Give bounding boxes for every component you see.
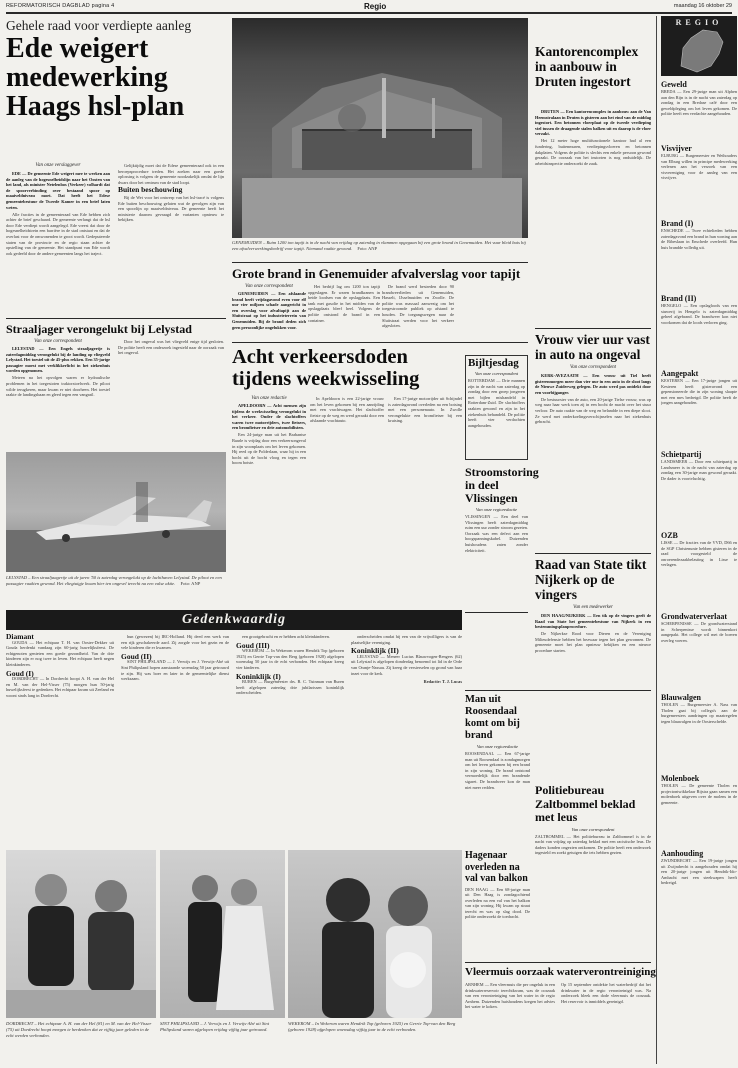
regio-item-text: LANDSMEER — Door een schietpartij in Landsmeer is in de nacht van zaterdag op zondag een 30-jarige man gewond geraakt. De dader is voortvluchtig.	[661, 459, 737, 481]
lelystad-col1	[6, 346, 110, 450]
regio-item	[661, 219, 737, 286]
regio-item-text: ELBURG — Burgemeester en Wethouders van Elburg willen in principe medewerking verlenen aan het verzoek van een visvereniging voor de aanleg van een visvijver.	[661, 153, 737, 181]
regio-item	[661, 849, 737, 916]
regio-item-title: Brand (I)	[661, 219, 694, 228]
genemuiden-intro: GENEMUIDEN — Een afslaande brand heeft vrijdagavond even voor elf uur vier miljoen schade aangericht in een overslag voor afvaltapijt aan de Sluitstraat op het industrieterrein van Genemuiden. Bij de brand deden zich geen persoonlijke ongelukken voor.	[232, 291, 306, 330]
regio-item	[661, 774, 737, 841]
genemuiden-body2: Het bedrijf lag om 1200 ton tapijt opgeslagen. Er waren brandkranen in beide loodsen van de opslagplaats. Een tank met gasolie in het midden van de opslagplaats bleef heel. Volgens de politie ontstond de brand in een container.	[308, 284, 380, 323]
gedenk-col3-body: een grootgebracht en er hebben acht kleinkinderen.	[242, 634, 330, 639]
roosendaal-body: ROOSENDAAL — Een 67-jarige man uit Roosendaal is zondagmorgen om het leven gekomen bij een brand in zijn woning. De brand ontstond vermoedelijk door een brandende sigaret. De brandweer kon de man niet meer redden.	[465, 751, 530, 790]
gedenk-col3-title2: Koninklijk (I)	[236, 671, 281, 681]
regio-item-title: Aangepakt	[661, 369, 699, 378]
vrouw-intro: KERK-AVEZAATH — Een vrouw uit Tiel heeft gisterenmorgen meer dan vier uur in een auto in de sloot langs de Nieuwe Zuiderweg gelegen. De auto werd pas ontdekt door een voorbijganger.	[535, 373, 651, 395]
lead-body-col1	[6, 171, 110, 316]
regio-item-text: LISSE — De fracties van de VVD, D66 en de SGP Christenunie hebben gisteren in de raad voorgesteld de onroerendezaakbelasting in Lisse te verlagen.	[661, 540, 737, 568]
regio-item	[661, 693, 737, 766]
gedenk-col3b-body: WEKEROM — In Wekerom waren Hendrik Top (geboren 1925) en Gerrie Top-van den Berg (geboren 1928) afgelopen woensdag 50 jaar in de echt verbonden. Het echtpaar kreeg vier kinderen.	[236, 648, 344, 670]
kantorencomplex-headline: Kantorencomplex in aanbouw in Druten ingestort	[535, 44, 639, 89]
zaltbommel-body: ZALTBOMMEL — Het politiebureau in Zaltbommel is in de nacht van vrijdag op zaterdag beklad met een racistische leus. De daders konden ongezien ontkomen. De politie heeft een onderzoek ingesteld en zoekt getuigen die iets hebben gezien.	[535, 833, 651, 856]
gedenk-photo-sint-philipsland	[160, 850, 285, 1018]
lead-intro: EDE — De gemeente Ede weigert mee te werken aan de aanleg van de hogesnelheidslijn naar het Oosten van het land, als minister Netelenbos (Verkeer) volhardt dat de spoorverbinding over bestaand spoor op maaiveldniveau moet. Dat heeft het Edese gemeentebestuur de Tweede Kamer in een brief laten weten.	[6, 171, 110, 210]
regio-banner	[661, 16, 737, 76]
gedenk-col2-title: Goud (II)	[121, 651, 152, 661]
regio-item-title: Brand (II)	[661, 294, 697, 303]
regio-item	[661, 369, 737, 442]
gedenk-col1-title: Diamant	[6, 634, 34, 641]
vleermuis-col1: ARNHEM — Een vleermuis die per ongeluk in een drinkwaterreservoir terechtkwam, was de oorzaak van een verontreiniging van het water in de regio Arnhem. Duizenden huishoudens kregen het advies het water te koken.	[465, 982, 555, 1010]
gedenk-col4-title: Koninklijk (II)	[351, 646, 399, 656]
lelystad-headline: Straaljager verongelukt bij Lelystad	[6, 322, 192, 336]
masthead-left: REFORMATORISCH DAGBLAD pagina 4	[6, 3, 115, 9]
gedenk-col1b-body: DORDRECHT — In Dordrecht hoopt A. H. van der Hel en M. van der Hel-Visser (75) morgen hun 50-jarig huwelijksfeest te gedenken. Het echtpaar kwam uit Zeeland en woont sinds lang in Dordrecht.	[6, 676, 114, 698]
regio-item-text: KESTEREN — Een 17-jarige jongen uit Kesteren heeft gisteravond een gepensioneerde die in zijn woning slaapte met een mes bedreigd. De politie heeft de jongen aangehouden.	[661, 378, 737, 406]
roosendaal-box	[465, 694, 530, 844]
bijltjesdag-headline: Bijltjesdag	[468, 357, 519, 369]
regio-item	[661, 80, 737, 139]
zaltbommel-headline: Politiebureau Zaltbommel beklad met leus	[535, 783, 636, 824]
kantorencomplex-text: Het 12 meter hoge multifunctionele kantoor had al een fundering, buitenmuren, verdiepingsvloeren en betonnen dakplaten. Volgens de politie is slechts een enkele persoon gewond geraakt. De oorzaak van het instorten is nog onduidelijk. De arbeidsinspectie onderzoekt de zaak.	[535, 138, 651, 166]
lead-subhead: Buiten beschouwing	[118, 185, 183, 195]
lelystad-photo-caption	[6, 575, 226, 601]
raad-intro: DEN HAAG/NIJKERK — Een tik op de vingers geeft de Raad van State het gemeentebestuur van Nijkerk in een bestemmingsplanprocedure.	[535, 613, 651, 630]
regio-item-text: HENGELO — Een opslagloods van een stuwerij in Hengelo is zaterdagmiddag geheel afgebrand. De brandweer kon niet voorkomen dat de loods verloren ging.	[661, 303, 737, 325]
masthead-rule	[6, 12, 732, 14]
hagenaar-body: DEN HAAG — Een 68-jarige man uit Den Haag is zondagochtend overleden na een val van het balkon van zijn woning. Hij kwam op straat terecht en was op slag dood. De politie onderzoekt de toedracht.	[465, 886, 530, 920]
gedenkwaardig-columns	[6, 634, 462, 844]
lelystad-photo-credit: Foto: ANP	[180, 580, 201, 586]
regio-item	[661, 294, 737, 361]
plane-illustration	[6, 452, 226, 572]
regio-item-title: Schietpartij	[661, 450, 702, 459]
regio-item-title: Geweld	[661, 80, 687, 89]
regio-item-text: SCHERPENISSE — De grondwaterstand in Scherpenisse wordt binnenkort aangepakt. Het college wil met de boeren overleg voeren.	[661, 621, 737, 643]
genemuiden-byline: Van onze correspondent	[245, 284, 293, 289]
verkeersdoden-body1: Een 24-jarige man uit het Brabantse Baarle is vrijdag door een verkeersongeval in zijn woonplaats om het leven gekomen. Hij reed op de Polderlaan, waar hij in een bocht uit de bocht vloog en tegen een boom botste.	[232, 432, 306, 466]
verkeersdoden-col1	[232, 403, 306, 608]
gedenk-col1-title2: Goud (I)	[6, 668, 34, 678]
lelystad-byline: Van onze correspondent	[34, 339, 82, 344]
regio-item	[661, 612, 737, 685]
netherlands-map-icon	[661, 16, 737, 76]
gedenk-col3-title: Goud (III)	[236, 640, 270, 650]
regio-item	[661, 450, 737, 523]
vlissingen-article	[465, 465, 539, 606]
lead-headline: Ede weigert medewerking Haags hsl-plan	[6, 33, 185, 122]
genemuiden-col2	[308, 284, 380, 346]
regio-banner-text: REGIO	[675, 18, 723, 27]
lead-kicker: Gehele raad voor verdiepte aanleg	[6, 18, 192, 33]
lelystad-body: Meteen na het opvolgen waren er hydraulische problemen in het toegestoten traktorstoelwerk. De piloot wilde terugkeren, maar kwam er niet doorheen. Het toestel raakte de landingsbaan en gleed tegen een vangrail.	[6, 375, 110, 398]
vrouw-byline: Van onze correspondent	[570, 365, 616, 370]
genemuiden-fire-photo	[232, 18, 528, 238]
zaltbommel-box	[535, 784, 651, 904]
regio-item-text: BREDA — Een 29-jarige man uit Alphen aan den Rijn is in de nacht van zaterdag op zondag in een Bredase café door een geweldpleging om het leven gekomen. De politie heeft een verdachte aangehouden.	[661, 89, 737, 117]
lead-body-col2	[118, 163, 224, 316]
gedenk-photo-dordrecht	[6, 850, 156, 1018]
raad-body	[535, 613, 651, 763]
lead-byline: Van onze verslaggever	[35, 163, 81, 168]
section-title: Regio	[364, 2, 387, 11]
verkeersdoden-body2: In Apeldoorn is een 22-jarige vrouw om het leven gekomen bij een aanrijding met een vrachtwagen. Het slachtoffer fietste op de weg en werd geraakt door een afslaande vrachtauto.	[310, 396, 384, 424]
vlissingen-body: VLISSINGEN — Een deel van Vlissingen heeft zaterdagmiddag ruim een uur zonder stroom gezeten. Oorzaak was een defect aan een hoogspanningskabel. Duizenden huishoudens zaten zonder elektriciteit.	[465, 514, 528, 553]
regio-item-text: THOLEN — De gemeente Tholen en projectontwikkelaar Rijstra gaan samen een molenboek uitgeven over de molens in de gemeente.	[661, 783, 737, 805]
genemuiden-photo-caption	[232, 240, 528, 260]
verkeersdoden-article	[232, 346, 462, 608]
verkeersdoden-byline: Van onze redactie	[251, 396, 287, 401]
vlissingen-byline: Van onze regioredactie	[475, 507, 518, 512]
vrouw-article	[535, 332, 651, 550]
roosendaal-headline: Man uit Roosendaal komt om bij brand	[465, 694, 520, 741]
gedenk-signoff: Redactie: T. J. Lucas	[423, 679, 462, 685]
gedenk-col2	[121, 634, 229, 844]
regio-item-text: THOLEN — Burgemeester A. Nass van Tholen gaat bij collega's aan de burgemeesters aandringen op maatregelen tegen blauwalgen in de Oosterschelde.	[661, 702, 737, 724]
gedenk-col4	[351, 634, 462, 844]
hagenaar-headline: Hagenaar overleden na val van balkon	[465, 850, 528, 884]
lead-article	[6, 18, 226, 316]
divider	[465, 612, 528, 613]
lelystad-col2	[118, 339, 224, 450]
gedenk-col4b-body: LELYSTAD — Meneer Lucius Blauwvogen-Rengers (62) uit Lelystad is afgelopen donderdag benoemd tot lid in de Orde van Oranje-Nassau. Zij kreeg de versierselen op grond van haar inzet voor de kerk.	[351, 653, 462, 676]
raad-text: De Nijkerkse Rood voor Dieren en de Vereniging Milieudefensie hebben het bezwaar tegen het plan gewonnen. De gemeente moet het plan opnieuw bekijken en een nieuwe procedure starten.	[535, 631, 651, 653]
genemuiden-photo-credit: Foto: ANP	[357, 245, 378, 251]
vrouw-headline: Vrouw vier uur vast in auto na ongeval	[535, 332, 650, 362]
raad-byline: Van een medewerker	[573, 605, 613, 610]
gedenk-col2-body: hun (gewezen) bij IRC-Holland. Hij deed een werk van een rijk geschakeerde aard. Zij zorgde voor het gezin en de vele kinderen die er kwamen.	[121, 634, 229, 651]
kantorencomplex-intro: DRUTEN — Een kantorencomplex in aanbouw aan de Van Heemstralaan in Druten is gisteren aan het eind van de middag ingestort. Een betonnen vloerplaat op de tweede verdieping viel tussen de draagende stalen balken uit en daarop is de vloer verzakt.	[535, 109, 651, 137]
regio-item-title: Molenboek	[661, 774, 700, 783]
vlissingen-headline: Stroomstoring in deel Vlissingen	[465, 465, 539, 505]
zaltbommel-byline: Van onze correspondent	[571, 826, 615, 832]
hagenaar-box	[465, 850, 530, 960]
gedenk-col1-body: GOUDA — Het echtpaar T. H. van Ooster-Dekker uit Gouda herdenkt vandaag zijn 60-jarig huwelijksfeest. De echtgenoten genieten een goede gezondheid. Van de drie kinderen zijn er nog twee in leven. Het echtpaar heeft negen kleinkinderen.	[6, 639, 114, 667]
vrouw-text: De bestuurster van de auto, een 20-jarige Tielse vrouw, was op weg naar haar werk toen zij in een bocht de macht over het stuur verloor. De auto raakte van de weg en belandde in een diepe sloot. Ze werd met onderkoelingsverschijnselen naar het ziekenhuis gebracht.	[535, 396, 651, 425]
verkeersdoden-body3: Een 17-jarige motorrijder uit Schijndel is zaterdagavond overleden na een botsing met een personenauto. In Zwolle verongelukte een bromfietser bij een kruising.	[388, 396, 462, 424]
lead-body: Alle fracties in de gemeenteraad van Ede hebben zich achter de brief geschaard. De gemeente verlangt dat de hsl door Ede verdiept wordt aangelegd. Ede vreest dat door de hogesnelheidstrein een barrière in de stad ontstaat en dat de overlast voor de omwonenden te groot wordt. Gedeputeerde staten van de provincie en de regio staan achter de opstelling van de gemeente. Het standpunt van Ede wordt ook gedeeld door de andere gemeenten langs het traject.	[6, 211, 110, 256]
regio-item-title: OZB	[661, 531, 678, 540]
regio-sidebar	[656, 16, 737, 1064]
genemuiden-body3: De brand werd bestreden door 90 brandweerlieden uit Genemuiden, Hasselt, IJsselmuiden en Zwolle. De politie was massaal aanwezig om het toegestroomde publiek op afstand te houden. De toegangswegen naar de Sluitstraat werden voor het verkeer afgesloten.	[382, 284, 454, 329]
regio-item-title: Grondwaterverlaat	[661, 612, 728, 621]
regio-item-text: ENSCHEDE — Twee echtelieden hebben zaterdagavond een brand in hun woning aan de Ribeslaan in Enschede overleefd. Hun huis brandde volledig uit.	[661, 228, 737, 250]
gedenk-col1	[6, 634, 114, 844]
lead-body2: Gelijktijdig moet dat de Edese gemeenteraad ook in een beroepsprocedure treden. Het zoeken naar een goede oplossing is volgens de gemeente noodzakelijk omdat de lijn dwars door het centrum van de stad loopt.	[118, 163, 224, 185]
divider	[6, 318, 226, 319]
roosendaal-byline: Van onze regioredactie	[476, 744, 519, 749]
verkeersdoden-col2	[310, 396, 384, 608]
gedenk-col3	[236, 634, 344, 844]
regio-items	[661, 80, 737, 1062]
lelystad-caption-text: LELYSTAD – Een straaljaagertje uit de jaren '50 is zaterdag verongelukt op de luchthaven Lelystad. De piloot en een passagier raakten gewond. Het vliegtuigje kwam hier ten ongevel terecht na een valse aktie.	[6, 575, 222, 586]
genemuiden-article	[232, 266, 528, 341]
gedenkwaardig-banner	[6, 610, 462, 630]
divider	[465, 962, 651, 963]
verkeersdoden-headline: Acht verkeersdoden tijdens weekwisseling	[232, 346, 420, 390]
vleermuis-col2: Op 15 september ontdekte het waterbedrijf dat het drinkwater in de regio verontreinigd was. Na onderzoek bleek een dode vleermuis de oorzaak. Het reservoir is inmiddels gereinigd.	[561, 982, 651, 1004]
bijltjesdag-article	[465, 355, 528, 460]
gedenk-photo-wekerom	[288, 850, 462, 1018]
kantorencomplex-article	[535, 44, 651, 324]
vleermuis-box	[465, 966, 656, 1061]
genemuiden-caption-text: GENEMUIDEN – Ruim 1200 ton tapijt is in de nacht van vrijdag op zaterdag in vlammen opgegaan bij een grote brand in Genemuiden. Het vuur bleid buis bij een afvalverwerkingsbedrijf voor tapijt. Niemand raakte gewond.	[232, 240, 526, 251]
genemuiden-headline: Grote brand in Genemuider afvalverslag voor tapijt	[232, 266, 521, 281]
gedenk-col2b-body: SINT PHILIPSLAND — J. Verwijs en J. Verwijs-Abé uit Sint Philipsland hopen aanstaande woensdag 50 jaar getrouwd te zijn. Hij was boer en later in de gemeentelijke dienst werkzaam.	[121, 659, 229, 682]
couple-illustration	[288, 850, 462, 1018]
divider	[232, 262, 528, 263]
genemuiden-col1	[232, 291, 306, 347]
bijltjesdag-body: ROTTERDAM — Drie mannen zijn in de nacht van zaterdag op zondag door een groep jongeren met bijlen mishandeld in Rotterdam-Zuid. De slachtoffers raakten gewond en zijn in het ziekenhuis behandeld. De politie heeft vier verdachten aangehouden.	[468, 378, 525, 428]
verkeersdoden-intro: APELDOORN — Acht mensen zijn tijdens de weekwisseling verongelukt in het verkeer. Onder de slachtoffers waren twee motorrijders, twee fietsers, een bromfietser en drie automobilisten.	[232, 403, 306, 431]
divider	[232, 342, 528, 343]
regio-item-title: Aanhouding	[661, 849, 704, 858]
raad-article	[535, 557, 651, 782]
bijltjesdag-byline: Van onze correspondent	[474, 371, 519, 376]
raad-headline: Raad van State tikt Nijkerk op de vingers	[535, 557, 647, 602]
regio-item-title: Visvijver	[661, 144, 692, 153]
gedenk-caption-3: WEKEROM – In Wekerom waren Hendrik Top (geboren 1925) en Gerrie Top-van den Berg (geboren 1928) afgelopen woensdag vijftig jaar in de echt verbonden.	[288, 1021, 456, 1032]
masthead-date: maandag 16 oktober 29	[673, 3, 732, 9]
gedenk-caption-2: SINT PHILIPSLAND – J. Verwijs en J. Verwijs-Abé uit Sint Philipsland waren afgelopen vrijdag vijftig jaar getrouwd.	[160, 1021, 270, 1032]
regio-item	[661, 144, 737, 211]
regio-item	[661, 531, 737, 604]
verkeersdoden-col3	[388, 396, 462, 608]
lelystad-intro: LELYSTAD — Een Engels straaljagertje is zaterdagmiddag verongelukt bij de landing op vliegveld Lelystad. Het toestel uit de 45-plus rekken. Een 35-jarige passagier moest met verklikkerlicht in het ziekenhuis worden opgenomen.	[6, 346, 110, 374]
divider	[465, 690, 651, 691]
lead-body3: Bij de Wet voor het ontwerp van het hsl-tracé is volgens Ede buiten beschouwing gelaten wat de gevolgen zijn van een spoorlijn op maaiveldniveau. De gemeente heeft het ministerie daarom gevraagd de varianten opnieuw te bekijken.	[118, 194, 224, 223]
fire-scene-illustration	[232, 18, 528, 238]
gedenk-col4-body: onderscheiden omdat hij een van de vrijwilligers is van de plaatselijke vereniging.	[351, 634, 462, 645]
regio-item-text: ZWIJNDRECHT — Een 19-jarige jongen uit Zwijndrecht is aangehouden omdat hij een 20-jarige jongen uit Hendrik-Ido-Ambacht met een steekwapen heeft bedreigd.	[661, 858, 737, 886]
lelystad-plane-photo	[6, 452, 226, 572]
vleermuis-headline: Vleermuis oorzaak waterverontreiniging	[465, 966, 656, 978]
gedenk-caption-1: DORDRECHT – Het echtpaar A. H. van der Hel (81) en M. van der Hel-Visser (75) uit Dordrecht hoopt morgen te herdenken dat ze vijftig jaar geleden in de echt werden verbonden.	[6, 1021, 152, 1038]
lelystad-body2: Door het ongeval was het vliegveld enige tijd gesloten. De politie heeft een onderzoek ingesteld naar de oorzaak van het ongeval.	[118, 339, 224, 356]
divider	[535, 328, 651, 329]
divider	[535, 553, 651, 554]
gedenkwaardig-title: Gedenkwaardig	[182, 612, 286, 627]
kantorencomplex-body	[535, 109, 651, 324]
couple-illustration	[6, 850, 156, 1018]
gedenk-col3c-body: BUREN — Burgemeester drs. B. C. Tuinman van Buren heeft afgelopen zaterdag drie jubilarissen koninklijk onderscheiden.	[236, 679, 344, 696]
regio-item-title: Blauwalgen	[661, 693, 702, 702]
genemuiden-col3	[382, 284, 454, 346]
vrouw-body	[535, 373, 651, 523]
couple-illustration	[160, 850, 285, 1018]
